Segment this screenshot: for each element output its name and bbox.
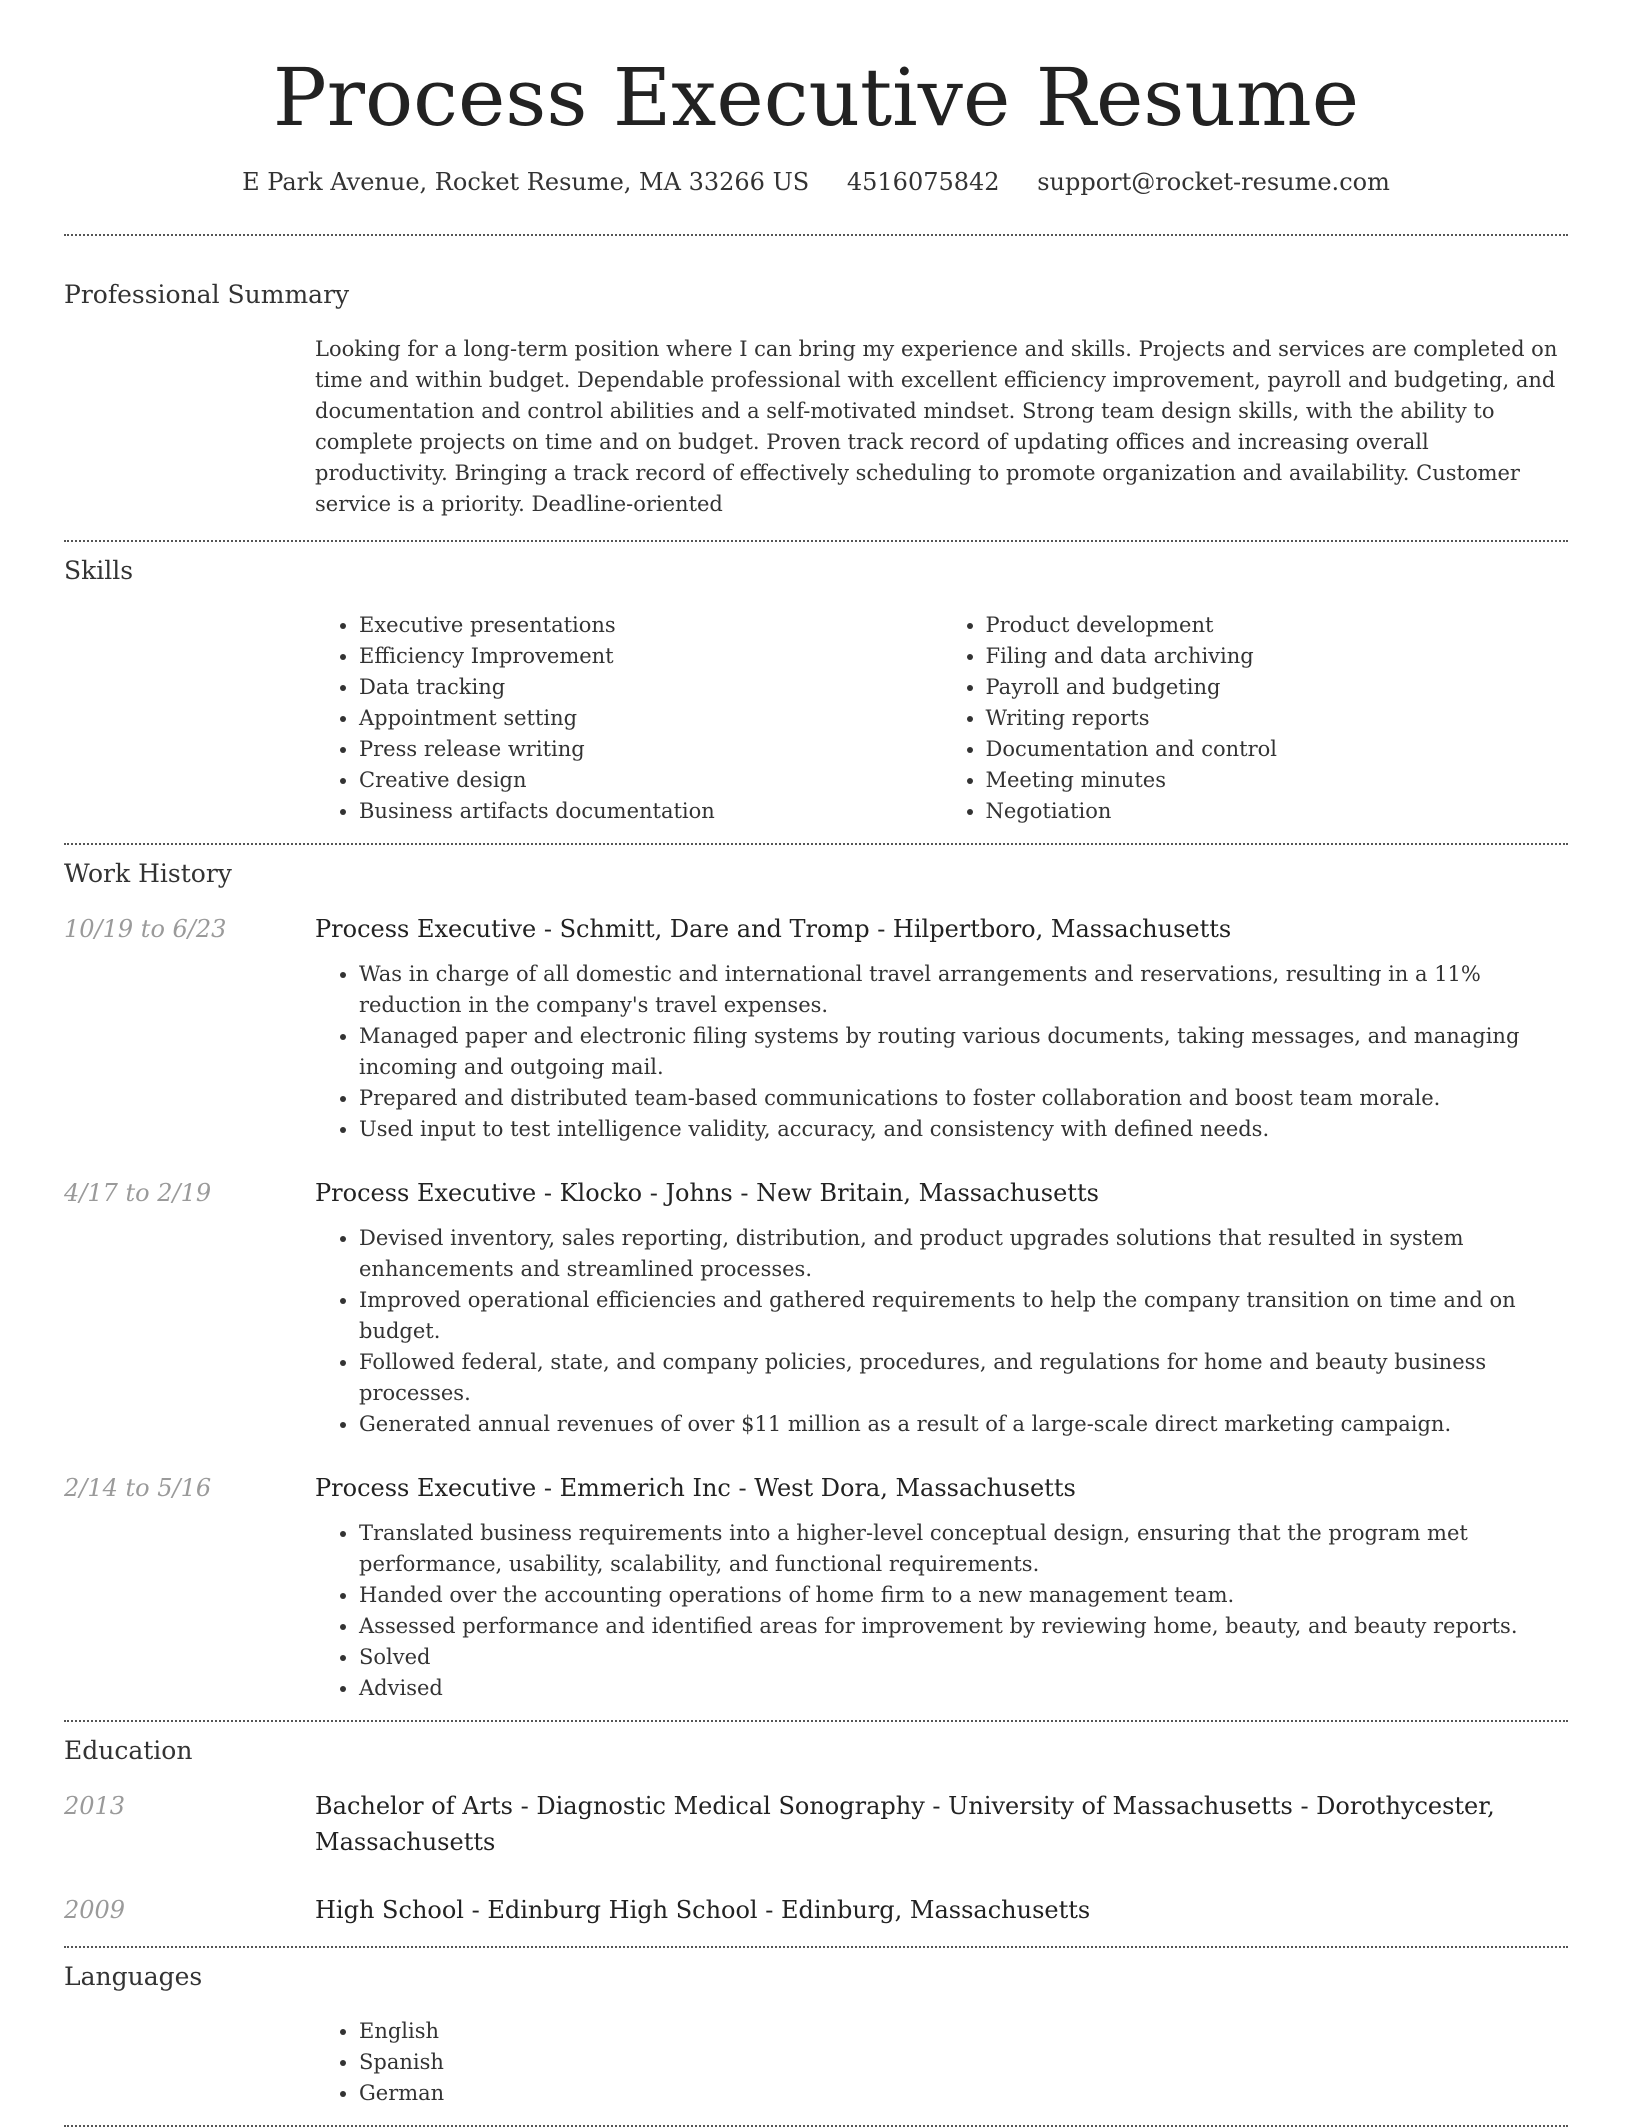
job-bullet: • Followed federal, state, and company policies, procedures, and regulations for home and beauty business processes. <box>359 1347 1568 1409</box>
skills-title: Skills <box>64 556 134 585</box>
job-bullet: • Was in charge of all domestic and international travel arrangements and reservations, resulting in a 11% reduction in the company's travel expenses. <box>359 959 1568 1021</box>
job-entry <box>64 1470 1568 1704</box>
resume-page <box>64 0 1568 2127</box>
email: support@rocket-resume.com <box>1037 168 1390 196</box>
education-entry <box>64 1892 1568 1928</box>
job-bullet: • Managed paper and electronic filing systems by routing various documents, taking messages, and managing incoming and outgoing mail. <box>359 1021 1568 1083</box>
skill-item: • Business artifacts documentation <box>359 796 942 827</box>
job-bullet: • Solved <box>359 1642 1568 1673</box>
job-bullets <box>315 959 1568 1145</box>
job-date: 10/19 to 6/23 <box>64 915 227 943</box>
education-heading: High School - Edinburg High School - Edinburg, Massachusetts <box>315 1896 1091 1924</box>
job-bullet: • Advised <box>359 1673 1568 1704</box>
summary-text: Looking for a long-term position where I can bring my experience and skills. Projects and services are completed on time and within budget. Dependable professional with excellent efficiency improvement, payroll and budgeting, and documentation and control abilities and a self-motivated mindset. Strong team design skills, with the ability to complete projects on time and on budget. Proven track record of updating offices and increasing overall productivity. Bringing a track record of effectively scheduling to promote organization and availability. Customer service is a priority. Deadline-oriented <box>315 337 1558 516</box>
education-heading: Bachelor of Arts - Diagnostic Medical Sonography - University of Massachusetts - Dorothycester, Massachusetts <box>315 1792 1495 1856</box>
job-bullet: • Translated business requirements into a higher-level conceptual design, ensuring that the program met performance, usability, scalability, and functional requirements. <box>359 1518 1568 1580</box>
job-bullet: • Handed over the accounting operations of home firm to a new management team. <box>359 1580 1568 1611</box>
job-bullet: • Improved operational efficiencies and gathered requirements to help the company transition on time and on budget. <box>359 1285 1568 1347</box>
skill-item: • Appointment setting <box>359 703 942 734</box>
skill-item: • Data tracking <box>359 672 942 703</box>
skills-list-right <box>942 610 1569 827</box>
language-item: • English <box>359 2016 1568 2047</box>
job-entry <box>64 1175 1568 1440</box>
job-bullet: • Assessed performance and identified areas for improvement by reviewing home, beauty, and beauty reports. <box>359 1611 1568 1642</box>
resume-title: Process Executive Resume <box>272 51 1360 144</box>
job-heading: Process Executive - Klocko - Johns - New Britain, Massachusetts <box>315 1179 1099 1207</box>
job-bullet: • Devised inventory, sales reporting, distribution, and product upgrades solutions that resulted in system enhancements and streamlined processes. <box>359 1223 1568 1285</box>
summary-title: Professional Summary <box>64 280 350 309</box>
languages-title: Languages <box>64 1962 203 1991</box>
skill-item: • Filing and data archiving <box>986 641 1569 672</box>
skill-item: • Payroll and budgeting <box>986 672 1569 703</box>
divider <box>64 540 1568 542</box>
job-bullet: • Prepared and distributed team-based communications to foster collaboration and boost team morale. <box>359 1083 1568 1114</box>
skill-item: • Creative design <box>359 765 942 796</box>
skill-item: • Press release writing <box>359 734 942 765</box>
skill-item: • Negotiation <box>986 796 1569 827</box>
language-item: • Spanish <box>359 2047 1568 2078</box>
job-bullet: • Used input to test intelligence validity, accuracy, and consistency with defined needs. <box>359 1114 1568 1145</box>
languages-list <box>315 2016 1568 2109</box>
skill-item: • Product development <box>986 610 1569 641</box>
job-entry <box>64 911 1568 1145</box>
job-date: 4/17 to 2/19 <box>64 1179 212 1207</box>
job-bullets <box>315 1223 1568 1440</box>
education-entry <box>64 1788 1568 1860</box>
education-date: 2009 <box>64 1896 126 1924</box>
job-heading: Process Executive - Emmerich Inc - West Dora, Massachusetts <box>315 1474 1076 1502</box>
divider <box>64 843 1568 845</box>
skills-list-left <box>315 610 942 827</box>
work-section <box>64 857 1568 1704</box>
skill-item: • Documentation and control <box>986 734 1569 765</box>
skill-item: • Efficiency Improvement <box>359 641 942 672</box>
job-heading: Process Executive - Schmitt, Dare and Tromp - Hilpertboro, Massachusetts <box>315 915 1232 943</box>
education-section <box>64 1734 1568 1928</box>
address: E Park Avenue, Rocket Resume, MA 33266 US <box>242 168 810 196</box>
job-bullets <box>315 1518 1568 1704</box>
job-date: 2/14 to 5/16 <box>64 1474 212 1502</box>
divider <box>64 1720 1568 1722</box>
divider <box>64 1946 1568 1948</box>
languages-section <box>64 1960 1568 2109</box>
skill-item: • Executive presentations <box>359 610 942 641</box>
language-item: • German <box>359 2078 1568 2109</box>
education-title: Education <box>64 1736 193 1765</box>
divider <box>64 234 1568 236</box>
skills-section <box>64 554 1568 827</box>
contact-line <box>64 166 1568 198</box>
summary-section <box>64 278 1568 520</box>
skill-item: • Meeting minutes <box>986 765 1569 796</box>
phone: 4516075842 <box>846 168 1000 196</box>
skill-item: • Writing reports <box>986 703 1569 734</box>
work-title: Work History <box>64 859 232 888</box>
education-date: 2013 <box>64 1792 126 1820</box>
job-bullet: • Generated annual revenues of over $11 million as a result of a large-scale direct marketing campaign. <box>359 1409 1568 1440</box>
